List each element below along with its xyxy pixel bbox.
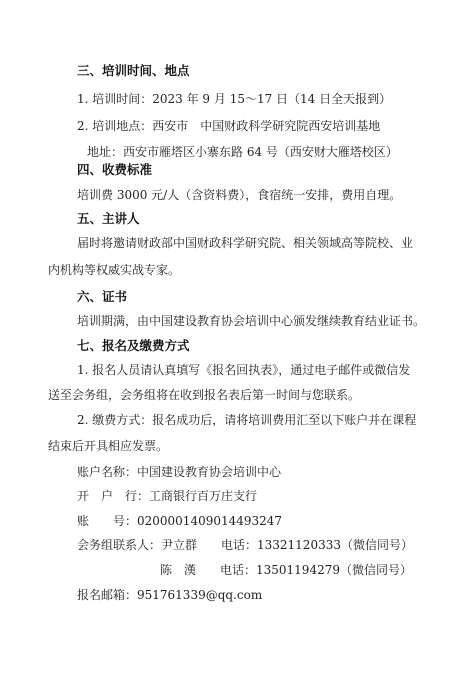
section-6-heading: 六、证书 xyxy=(77,289,128,304)
payment-item-2-line-1: 2. 缴费方式：报名成功后，请将培训费用汇至以下账户并在课程 xyxy=(77,413,417,427)
contact-person-2: 陈 漢 电话：13501194279（微信同号） xyxy=(160,563,412,577)
payment-item-2-line-2: 结束后开具相应发票。 xyxy=(48,439,169,453)
speakers-text-line-2: 内机构等权威实战专家。 xyxy=(48,263,181,277)
training-address: 地址：西安市雁塔区小寨东路 64 号（西安财大雁塔校区） xyxy=(87,145,398,159)
section-4-heading: 四、收费标准 xyxy=(77,162,153,177)
training-time: 1. 培训时间：2023 年 9 月 15～17 日（14 日全天报到） xyxy=(77,92,392,106)
registration-email: 报名邮箱：951761339@qq.com xyxy=(77,588,263,602)
training-place: 2. 培训地点：西安市 中国财政科学研究院西安培训基地 xyxy=(77,119,381,133)
fee-text: 培训费 3000 元/人（含资料费），食宿统一安排，费用自理。 xyxy=(77,188,402,202)
section-5-heading: 五、主讲人 xyxy=(77,211,140,226)
speakers-text-line-1: 届时将邀请财政部中国财政科学研究院、相关领域高等院校、业 xyxy=(77,236,414,250)
account-number: 账 号：0200001409014493247 xyxy=(77,514,283,528)
contact-person-1: 会务组联系人：尹立群 电话：13321120333（微信同号） xyxy=(77,538,413,552)
section-7-heading: 七、报名及缴费方式 xyxy=(77,338,190,353)
section-3-heading: 三、培训时间、地点 xyxy=(77,63,190,78)
registration-item-1-line-2: 送至会务组，会务组将在收到报名表后第一时间与您联系。 xyxy=(48,388,361,402)
registration-item-1-line-1: 1. 报名人员请认真填写《报名回执表》，通过电子邮件或微信发 xyxy=(77,363,411,377)
bank-name: 开 户 行：工商银行百万庄支行 xyxy=(77,489,258,503)
certificate-text: 培训期满，由中国建设教育协会培训中心颁发继续教育结业证书。 xyxy=(77,314,426,328)
account-name: 账户名称：中国建设教育协会培训中心 xyxy=(77,465,282,479)
